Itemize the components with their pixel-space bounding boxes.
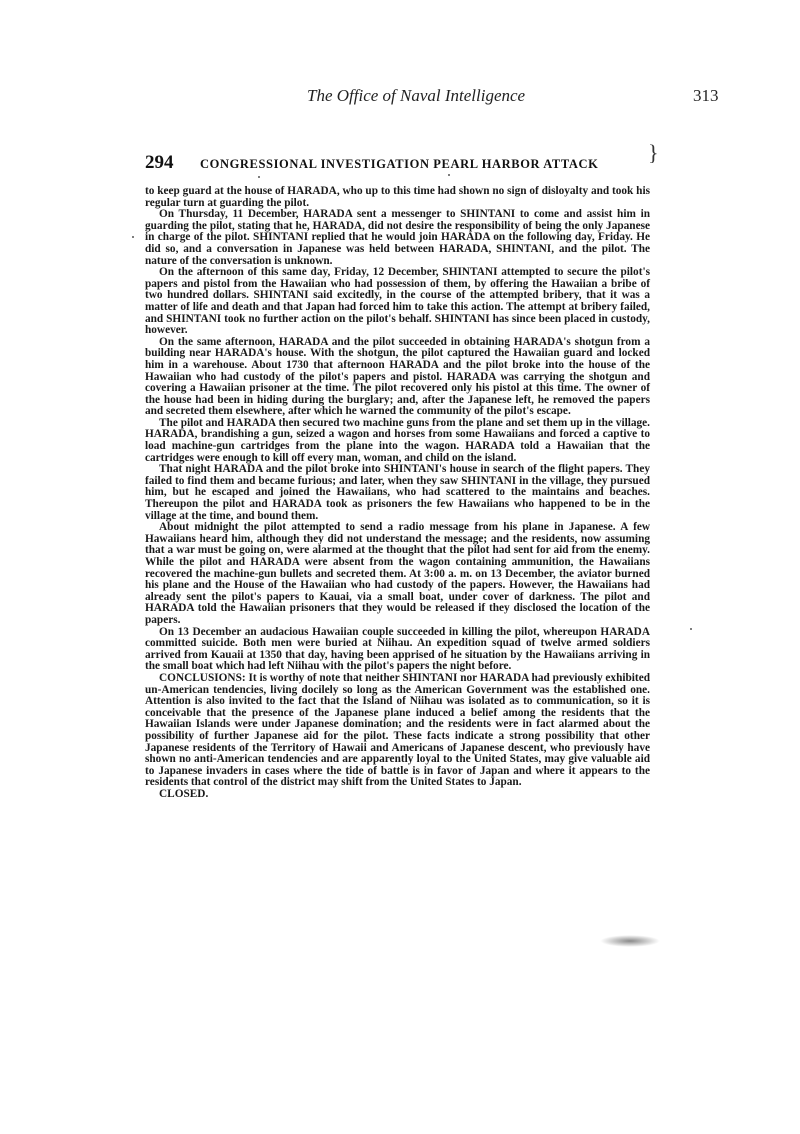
margin-bracket-mark: } <box>648 140 659 165</box>
scanned-page-number: 294 <box>145 152 174 173</box>
book-title: The Office of Naval Intelligence <box>307 86 526 105</box>
scan-speck <box>690 628 692 630</box>
paragraph: On 13 December an audacious Hawaiian couple succeeded in killing the pilot, whereupon HARADA committed suicide. Both men were buried at Niihau. An expedition squad of twelve armed soldiers arrived from Kauaii at 1350 that day, having been apprised of he situation by the Hawaiians arriving in the small boat which had left Niihau with the pilot's papers the night before. <box>145 625 650 673</box>
scan-smudge <box>600 935 660 947</box>
paragraph: The pilot and HARADA then secured two machine guns from the plane and set them up in the village. HARADA, brandishing a gun, seized a wagon and horses from some Hawaiians and forced a captive to load machine-gun cartridges from the plane into the wagon. HARADA told a Hawaiian that the cartridges were enough to kill off every man, woman, and child on the island. <box>145 416 650 464</box>
paragraph: On the afternoon of this same day, Friday, 12 December, SHINTANI attempted to secure the pilot's papers and pistol from the Hawaiian who had possession of them, by offering the Hawaiian a bribe of two hundred dollars. SHINTANI said excitedly, in the course of the attempted bribery, that it was a matter of life and death and that Japan had forced him to take this action. The attempt at bribery failed, and SHINTANI took no further action on the pilot's behalf. SHINTANI has since been placed in custody, however. <box>145 266 650 337</box>
book-page-number: 313 <box>693 86 719 105</box>
paragraph: That night HARADA and the pilot broke into SHINTANI's house in search of the flight papers. They failed to find them and became furious; and later, when they saw SHINTANI in the village, they pursued him, but he escaped and joined the Hawaiians, who had scattered to the maintains and beaches. Thereupon the pilot and HARADA took as prisoners the few Hawaiians who happened to be in the village at the time, and bound them. <box>145 463 650 522</box>
scan-speck <box>132 236 134 238</box>
paragraph: On Thursday, 11 December, HARADA sent a messenger to SHINTANI to come and assist him in guarding the pilot, stating that he, HARADA, did not desire the responsibility of being the only Japanese in charge of the pilot. SHINTANI replied that he would join HARADA on the following day, Friday. He did so, and a conversation in Japanese was held between HARADA, SHINTANI, and the pilot. The nature of the conversation is unknown. <box>145 208 650 267</box>
paragraph: About midnight the pilot attempted to send a radio message from his plane in Japanese. A few Hawaiians heard him, although they did not understand the message; and the residents, now assuming that a war must be going on, were alarmed at the thought that the pilot had sent for aid from the enemy. While the pilot and HARADA were absent from the wagon containing ammunition, the Hawaiians recovered the machine-gun bullets and secreted them. At 3:00 a. m. on 13 December, the aviator burned his plane and the House of the Hawaiian who had custody of the papers. However, the Hawaiians had already sent the pilot's papers to Kauai, via a small boat, under cover of darkness. The pilot and HARADA told the Hawaiian prisoners that they would be released if they disclosed the location of the papers. <box>145 521 650 626</box>
scan-speck <box>258 176 260 178</box>
scanned-page-header <box>145 152 665 178</box>
scanned-page-title: CONGRESSIONAL INVESTIGATION PEARL HARBOR ATTACK <box>200 157 599 171</box>
closing-line: CLOSED. <box>159 787 209 800</box>
scan-speck <box>448 174 450 176</box>
paragraph: to keep guard at the house of HARADA, who up to this time had shown no sign of disloyalty and took his regular turn at guarding the pilot. <box>145 185 650 209</box>
paragraph: On the same afternoon, HARADA and the pilot succeeded in obtaining HARADA's shotgun from a building near HARADA's house. With the shotgun, the pilot captured the Hawaiian guard and locked him in a warehouse. About 1730 that afternoon HARADA and the pilot broke into the house of the Hawaiian who had custody of the pilot's papers and pistol. HARADA was carrying the shotgun and covering a Hawaiian prisoner at the time. The pilot recovered only his pistol at this time. The owner of the house had been in hiding during the burglary; and, after the Japanese left, he removed the papers and secreted them elsewhere, after which he warned the community of the pilot's escape. <box>145 335 650 418</box>
book-running-header <box>0 86 800 110</box>
document-body <box>145 186 650 800</box>
paragraph: CONCLUSIONS: It is worthy of note that neither SHINTANI nor HARADA had previously exhibited un-American tendencies, living docilely so long as the American Government was the established one. Attention is also invited to the fact that the Island of Niihau was isolated as to communication, so it is conceivable that the presence of the Japanese plane induced a belief among the residents that the Hawaiian Islands were under Japanese domination; and the residents were in fact alarmed about the possibility of further Japanese aid for the pilot. These facts indicate a strong possibility that other Japanese residents of the Territory of Hawaii and Americans of Japanese descent, who previously have shown no anti-American tendencies and are apparently loyal to the United States, may give valuable aid to Japanese invaders in cases where the tide of battle is in favor of Japan and where it appears to the residents that control of the district may shift from the United States to Japan. <box>145 671 650 789</box>
